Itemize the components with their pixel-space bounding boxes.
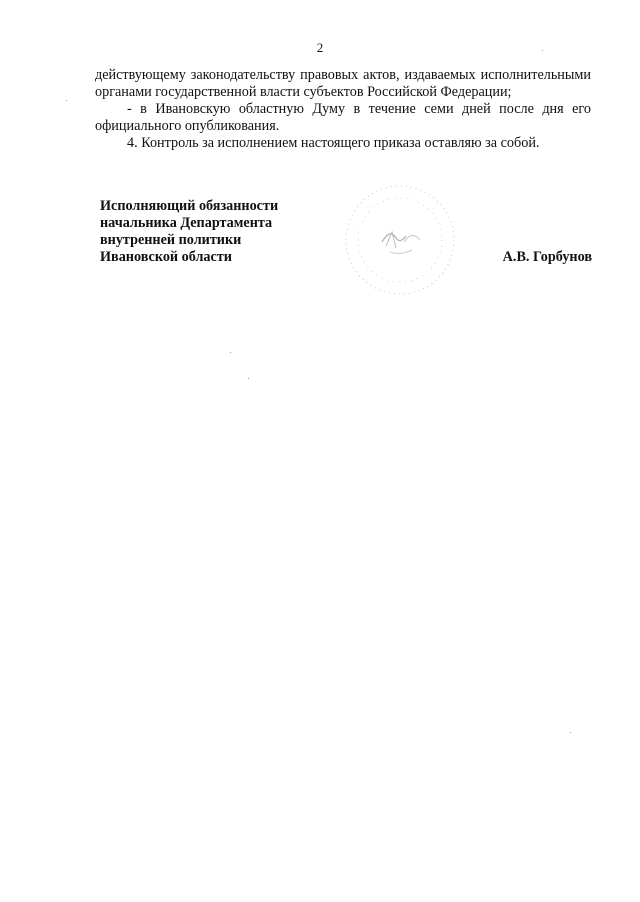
signature-title <box>100 198 278 266</box>
signature-title-line: Ивановской области <box>100 249 232 265</box>
page-number: 2 <box>316 40 324 55</box>
signature-title-line: начальника Департамента <box>100 215 273 231</box>
official-stamp <box>334 180 466 300</box>
scan-speck <box>570 732 571 733</box>
scan-speck <box>66 100 67 101</box>
signature-title-line: внутренней политики <box>100 232 242 248</box>
scan-speck <box>230 352 231 353</box>
scan-speck <box>248 378 249 379</box>
signatory-name: А.В. Горбунов <box>502 249 592 265</box>
document-body <box>95 67 591 152</box>
paragraph-legislation: действующему законодательству правовых актов, издаваемых исполнительными органами государственной власти субъектов Российской Федерации; <box>95 67 591 100</box>
paragraph-control: 4. Контроль за исполнением настоящего приказа оставляю за собой. <box>127 135 540 151</box>
paragraph-duma: - в Ивановскую областную Думу в течение семи дней после дня его официального опубликования. <box>95 101 591 134</box>
scan-speck <box>542 50 543 51</box>
signature-title-line: Исполняющий обязанности <box>100 198 279 214</box>
